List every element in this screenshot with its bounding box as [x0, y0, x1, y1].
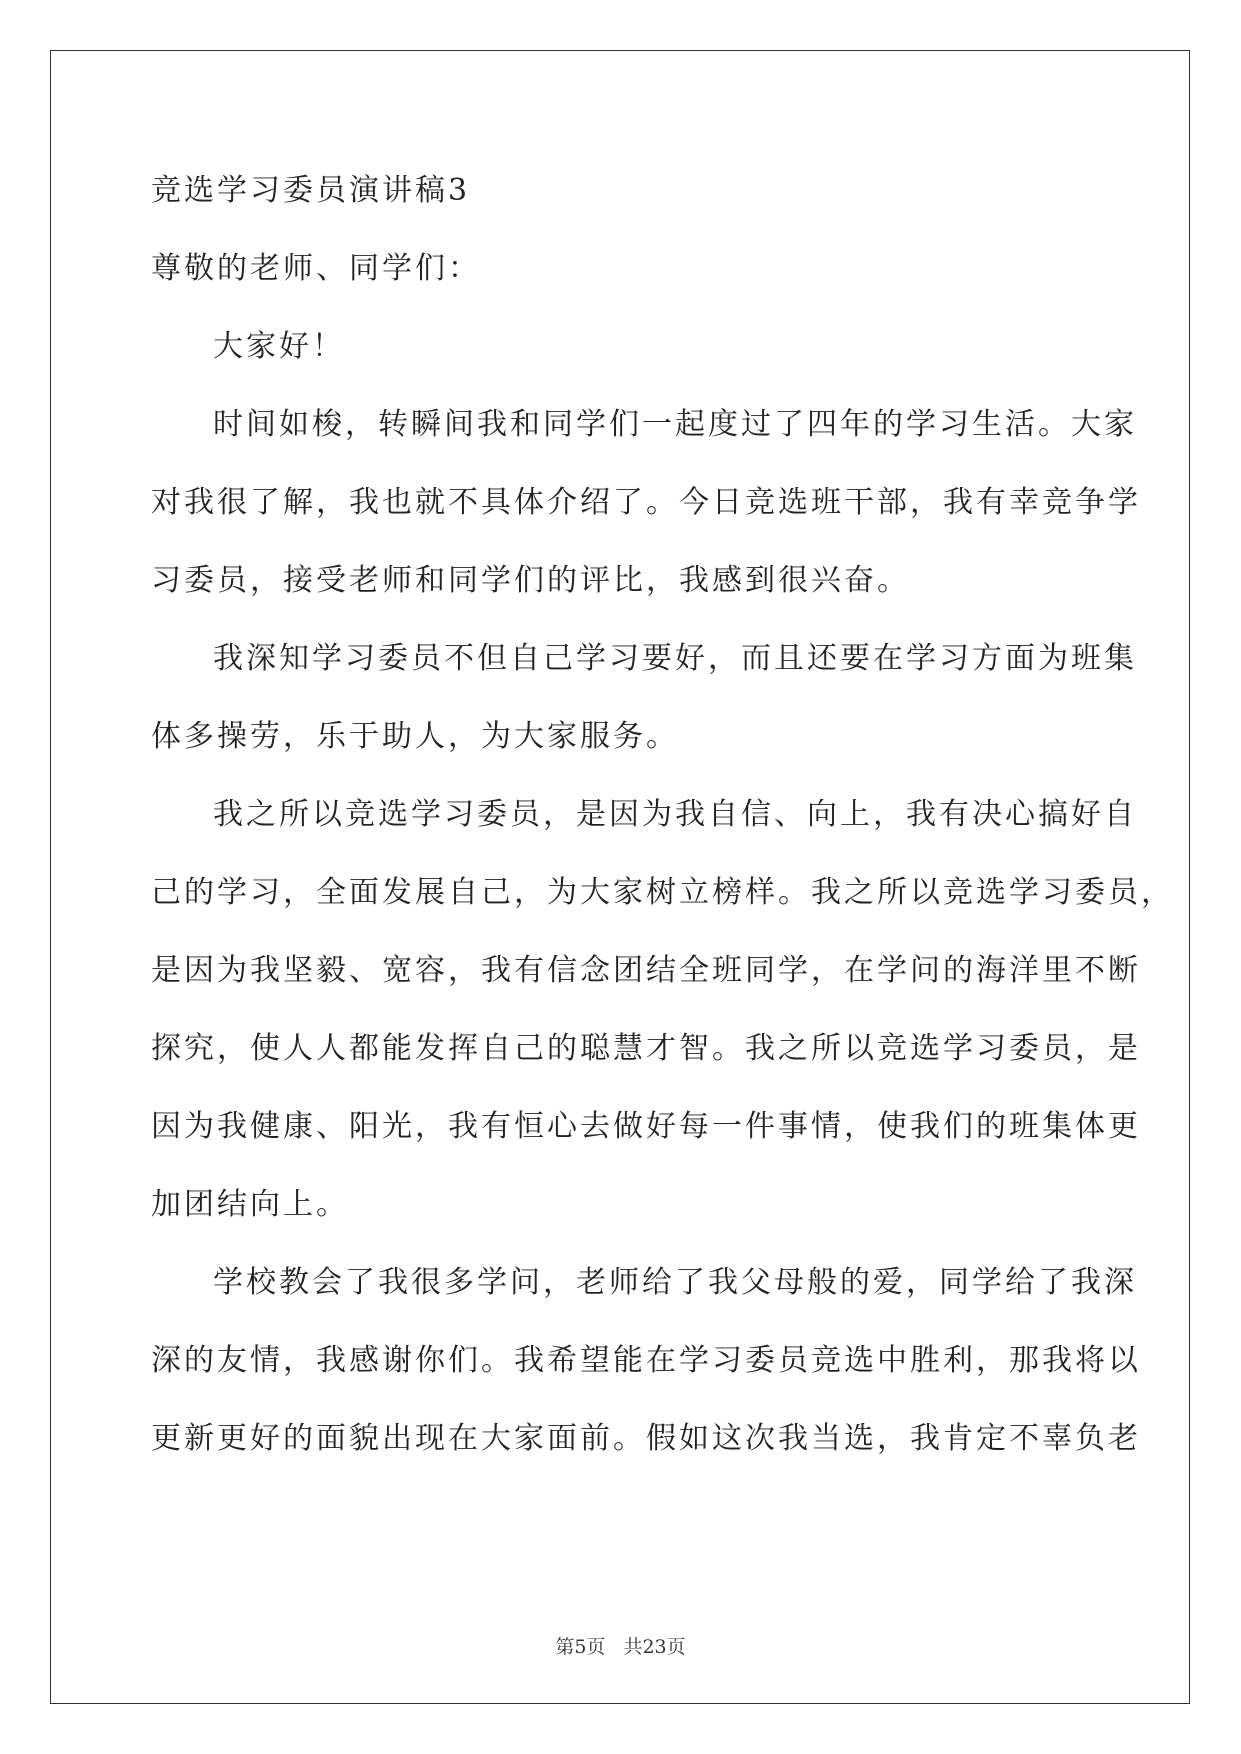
text-line: 体多操劳，乐于助人，为大家服务。	[151, 719, 679, 754]
text-line: 学校教会了我很多学问，老师给了我父母般的爱，同学给了我深	[213, 1265, 1137, 1300]
document-body	[151, 168, 1174, 1494]
greeting: 大家好！	[213, 329, 345, 364]
salutation: 尊敬的老师、同学们：	[151, 251, 481, 286]
text-line: 时间如梭，转瞬间我和同学们一起度过了四年的学习生活。大家	[213, 407, 1137, 442]
text-line: 更新更好的面貌出现在大家面前。假如这次我当选，我肯定不辜负老	[151, 1421, 1141, 1456]
page-total: 共23页	[623, 1636, 686, 1658]
document-title: 竞选学习委员演讲稿3	[151, 173, 471, 208]
text-line: 加团结向上。	[151, 1187, 349, 1222]
text-line: 习委员，接受老师和同学们的评比，我感到很兴奋。	[151, 563, 910, 598]
text-line: 是因为我坚毅、宽容，我有信念团结全班同学，在学问的海洋里不断	[151, 953, 1141, 988]
text-line: 深的友情，我感谢你们。我希望能在学习委员竞选中胜利，那我将以	[151, 1343, 1141, 1378]
text-line: 对我很了解，我也就不具体介绍了。今日竞选班干部，我有幸竞争学	[151, 485, 1141, 520]
text-line: 我深知学习委员不但自己学习要好，而且还要在学习方面为班集	[213, 641, 1137, 676]
text-line: 因为我健康、阳光，我有恒心去做好每一件事情，使我们的班集体更	[151, 1109, 1141, 1144]
text-line: 己的学习，全面发展自己，为大家树立榜样。我之所以竞选学习委员，	[151, 875, 1174, 910]
page-number: 第5页	[555, 1636, 606, 1658]
text-line: 我之所以竞选学习委员，是因为我自信、向上，我有决心搞好自	[213, 797, 1137, 832]
text-line: 探究，使人人都能发挥自己的聪慧才智。我之所以竞选学习委员，是	[151, 1031, 1141, 1066]
page-footer	[0, 1632, 1241, 1659]
